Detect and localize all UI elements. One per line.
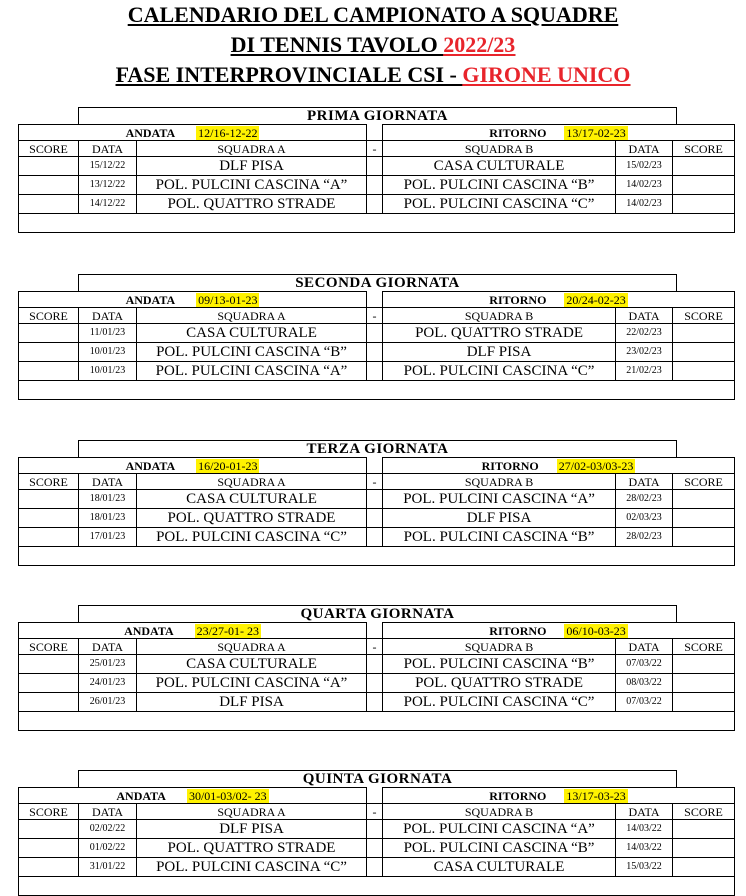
team-b: POL. PULCINI CASCINA “B” [383,655,616,674]
match-row [19,858,735,877]
title-line-2: DI TENNIS TAVOLO 2022/23 [230,32,516,57]
andata-dates: 23/27-01- 23 [196,623,259,638]
header-row [19,308,735,324]
match-date-andata: 14/12/22 [79,195,137,214]
score-cell-a[interactable] [19,674,79,693]
blank-cell [19,712,735,731]
separator-cell [367,343,383,362]
separator-cell [367,655,383,674]
score-cell-a[interactable] [19,693,79,712]
dash-header: - [367,804,383,820]
team-b: POL. PULCINI CASCINA “B” [383,528,616,547]
team-b: POL. PULCINI CASCINA “A” [383,490,616,509]
andata-cell [19,788,367,804]
team-a: POL. PULCINI CASCINA “A” [137,176,367,195]
squadra-a-header: SQUADRA A [137,474,367,490]
score-header: SCORE [673,308,735,324]
round-title: QUARTA GIORNATA [78,605,677,623]
squadra-b-header: SQUADRA B [383,804,616,820]
andata-label: ANDATA [125,125,176,140]
dash-header: - [367,474,383,490]
squadra-b-header: SQUADRA B [383,474,616,490]
separator-cell [367,362,383,381]
match-date-ritorno: 07/03/22 [616,655,673,674]
round-title: QUINTA GIORNATA [78,770,677,788]
legs-row [19,458,735,474]
score-cell-a[interactable] [19,655,79,674]
team-b: POL. PULCINI CASCINA “A” [383,820,616,839]
ritorno-label: RITORNO [489,292,547,307]
score-cell-a[interactable] [19,858,79,877]
header-row [19,639,735,655]
match-date-ritorno: 14/02/23 [616,176,673,195]
match-date-ritorno: 07/03/22 [616,693,673,712]
match-date-andata: 10/01/23 [79,343,137,362]
squadra-a-header: SQUADRA A [137,308,367,324]
score-cell-b[interactable] [673,157,735,176]
data-header: DATA [79,639,137,655]
team-a: DLF PISA [137,820,367,839]
match-date-andata: 18/01/23 [79,509,137,528]
match-row [19,693,735,712]
score-header: SCORE [673,474,735,490]
ritorno-label: RITORNO [481,458,539,473]
match-date-ritorno: 15/03/22 [616,858,673,877]
team-a: CASA CULTURALE [137,490,367,509]
round-table [18,622,735,731]
match-date-andata: 17/01/23 [79,528,137,547]
match-date-andata: 26/01/23 [79,693,137,712]
andata-dates: 12/16-12-22 [198,125,258,140]
round-title: PRIMA GIORNATA [78,107,677,125]
match-date-ritorno: 23/02/23 [616,343,673,362]
separator-cell [367,324,383,343]
score-cell-b[interactable] [673,362,735,381]
andata-label: ANDATA [125,458,176,473]
legs-row [19,125,735,141]
dash-header: - [367,141,383,157]
team-b: CASA CULTURALE [383,157,616,176]
legs-row [19,623,735,639]
score-cell-a[interactable] [19,324,79,343]
team-a: POL. PULCINI CASCINA “C” [137,858,367,877]
score-cell-a[interactable] [19,528,79,547]
score-cell-a[interactable] [19,343,79,362]
squadra-a-header: SQUADRA A [137,141,367,157]
match-row [19,157,735,176]
separator-cell [367,195,383,214]
separator-cell [367,858,383,877]
andata-cell [19,292,367,308]
ritorno-cell [383,125,735,141]
team-b: POL. PULCINI CASCINA “B” [383,839,616,858]
squadra-a-header: SQUADRA A [137,639,367,655]
group-name: GIRONE UNICO [462,62,631,87]
separator-cell [367,623,383,639]
ritorno-cell [383,458,735,474]
match-date-andata: 11/01/23 [79,324,137,343]
match-row [19,490,735,509]
match-date-andata: 02/02/22 [79,820,137,839]
team-b: POL. PULCINI CASCINA “C” [383,693,616,712]
ritorno-cell [383,623,735,639]
score-cell-b[interactable] [673,343,735,362]
score-header: SCORE [19,804,79,820]
ritorno-label: RITORNO [489,788,547,803]
ritorno-dates: 13/17-02-23 [566,125,626,140]
legs-row [19,292,735,308]
andata-label: ANDATA [116,788,166,803]
squadra-b-header: SQUADRA B [383,141,616,157]
match-date-andata: 18/01/23 [79,490,137,509]
score-cell-a[interactable] [19,195,79,214]
team-b: DLF PISA [383,343,616,362]
data-header: DATA [79,804,137,820]
score-cell-a[interactable] [19,157,79,176]
match-date-andata: 01/02/22 [79,839,137,858]
squadra-a-header: SQUADRA A [137,804,367,820]
score-cell-b[interactable] [673,176,735,195]
score-header: SCORE [673,804,735,820]
separator-cell [367,292,383,308]
separator-cell [367,788,383,804]
score-cell-a[interactable] [19,176,79,195]
blank-cell [19,214,735,233]
match-date-andata: 15/12/22 [79,157,137,176]
legs-row [19,788,735,804]
round-table [18,787,735,896]
score-cell-a[interactable] [19,490,79,509]
score-header: SCORE [673,141,735,157]
team-b: DLF PISA [383,509,616,528]
team-a: POL. PULCINI CASCINA “B” [137,343,367,362]
team-b: POL. PULCINI CASCINA “C” [383,362,616,381]
data-header: DATA [616,141,673,157]
match-date-ritorno: 14/02/23 [616,195,673,214]
blank-row [19,547,735,566]
ritorno-dates: 06/10-03-23 [566,623,626,638]
header-row [19,804,735,820]
score-cell-b[interactable] [673,674,735,693]
title-line-1: CALENDARIO DEL CAMPIONATO A SQUADRE [127,2,619,27]
match-row [19,509,735,528]
ritorno-dates: 27/02-03/03-23 [558,458,634,473]
team-a: DLF PISA [137,157,367,176]
header-row [19,141,735,157]
andata-cell [19,623,367,639]
match-row [19,655,735,674]
dash-header: - [367,639,383,655]
team-a: CASA CULTURALE [137,324,367,343]
match-date-andata: 13/12/22 [79,176,137,195]
score-cell-b[interactable] [673,490,735,509]
data-header: DATA [79,141,137,157]
andata-cell [19,125,367,141]
score-cell-b[interactable] [673,509,735,528]
data-header: DATA [79,308,137,324]
score-cell-b[interactable] [673,820,735,839]
score-cell-b[interactable] [673,528,735,547]
team-b: POL. PULCINI CASCINA “C” [383,195,616,214]
match-row [19,820,735,839]
score-header: SCORE [19,639,79,655]
team-b: POL. QUATTRO STRADE [383,324,616,343]
separator-cell [367,509,383,528]
header-row [19,474,735,490]
round-title: TERZA GIORNATA [78,440,677,458]
score-cell-b[interactable] [673,324,735,343]
match-row [19,528,735,547]
round-title: SECONDA GIORNATA [78,274,677,292]
match-date-ritorno: 08/03/22 [616,674,673,693]
separator-cell [367,490,383,509]
match-date-ritorno: 02/03/23 [616,509,673,528]
separator-cell [367,693,383,712]
match-date-ritorno: 28/02/23 [616,490,673,509]
match-date-andata: 24/01/23 [79,674,137,693]
data-header: DATA [616,639,673,655]
andata-dates: 16/20-01-23 [198,458,258,473]
match-row [19,195,735,214]
match-date-andata: 25/01/23 [79,655,137,674]
match-date-ritorno: 14/03/22 [616,820,673,839]
match-date-andata: 31/01/22 [79,858,137,877]
ritorno-dates: 13/17-03-23 [566,788,626,803]
score-header: SCORE [673,639,735,655]
andata-dates: 30/01-03/02- 23 [188,788,267,803]
score-header: SCORE [19,308,79,324]
blank-cell [19,877,735,896]
round-table [18,457,735,566]
score-cell-a[interactable] [19,362,79,381]
match-row [19,674,735,693]
score-cell-b[interactable] [673,839,735,858]
separator-cell [367,125,383,141]
ritorno-label: RITORNO [489,623,547,638]
match-date-ritorno: 21/02/23 [616,362,673,381]
score-cell-a[interactable] [19,820,79,839]
round-table [18,291,735,400]
match-date-ritorno: 14/03/22 [616,839,673,858]
match-date-ritorno: 22/02/23 [616,324,673,343]
squadra-b-header: SQUADRA B [383,308,616,324]
team-a: POL. PULCINI CASCINA “C” [137,528,367,547]
blank-row [19,214,735,233]
ritorno-label: RITORNO [489,125,547,140]
separator-cell [367,528,383,547]
dash-header: - [367,308,383,324]
score-cell-b[interactable] [673,858,735,877]
separator-cell [367,674,383,693]
team-a: POL. QUATTRO STRADE [137,839,367,858]
score-header: SCORE [19,474,79,490]
match-row [19,362,735,381]
data-header: DATA [616,308,673,324]
team-a: POL. QUATTRO STRADE [137,509,367,528]
match-row [19,324,735,343]
blank-row [19,712,735,731]
ritorno-cell [383,292,735,308]
team-b: CASA CULTURALE [383,858,616,877]
team-b: POL. PULCINI CASCINA “B” [383,176,616,195]
ritorno-dates: 20/24-02-23 [566,292,626,307]
blank-row [19,381,735,400]
team-a: POL. QUATTRO STRADE [137,195,367,214]
ritorno-cell [383,788,735,804]
blank-cell [19,547,735,566]
score-cell-b[interactable] [673,655,735,674]
season: 2022/23 [443,32,516,57]
match-date-ritorno: 15/02/23 [616,157,673,176]
team-b: POL. QUATTRO STRADE [383,674,616,693]
match-date-ritorno: 28/02/23 [616,528,673,547]
andata-label: ANDATA [125,292,176,307]
data-header: DATA [79,474,137,490]
score-cell-b[interactable] [673,693,735,712]
data-header: DATA [616,804,673,820]
blank-row [19,877,735,896]
match-row [19,176,735,195]
score-cell-a[interactable] [19,509,79,528]
round-table [18,124,735,233]
blank-cell [19,381,735,400]
team-a: POL. PULCINI CASCINA “A” [137,674,367,693]
match-row [19,343,735,362]
match-date-andata: 10/01/23 [79,362,137,381]
separator-cell [367,820,383,839]
team-a: POL. PULCINI CASCINA “A” [137,362,367,381]
score-cell-a[interactable] [19,839,79,858]
separator-cell [367,839,383,858]
separator-cell [367,176,383,195]
score-header: SCORE [19,141,79,157]
separator-cell [367,458,383,474]
andata-label: ANDATA [124,623,174,638]
data-header: DATA [616,474,673,490]
separator-cell [367,157,383,176]
andata-cell [19,458,367,474]
team-a: CASA CULTURALE [137,655,367,674]
andata-dates: 09/13-01-23 [198,292,258,307]
match-row [19,839,735,858]
title-line-3: FASE INTERPROVINCIALE CSI - GIRONE UNICO [115,62,631,87]
squadra-b-header: SQUADRA B [383,639,616,655]
team-a: DLF PISA [137,693,367,712]
score-cell-b[interactable] [673,195,735,214]
